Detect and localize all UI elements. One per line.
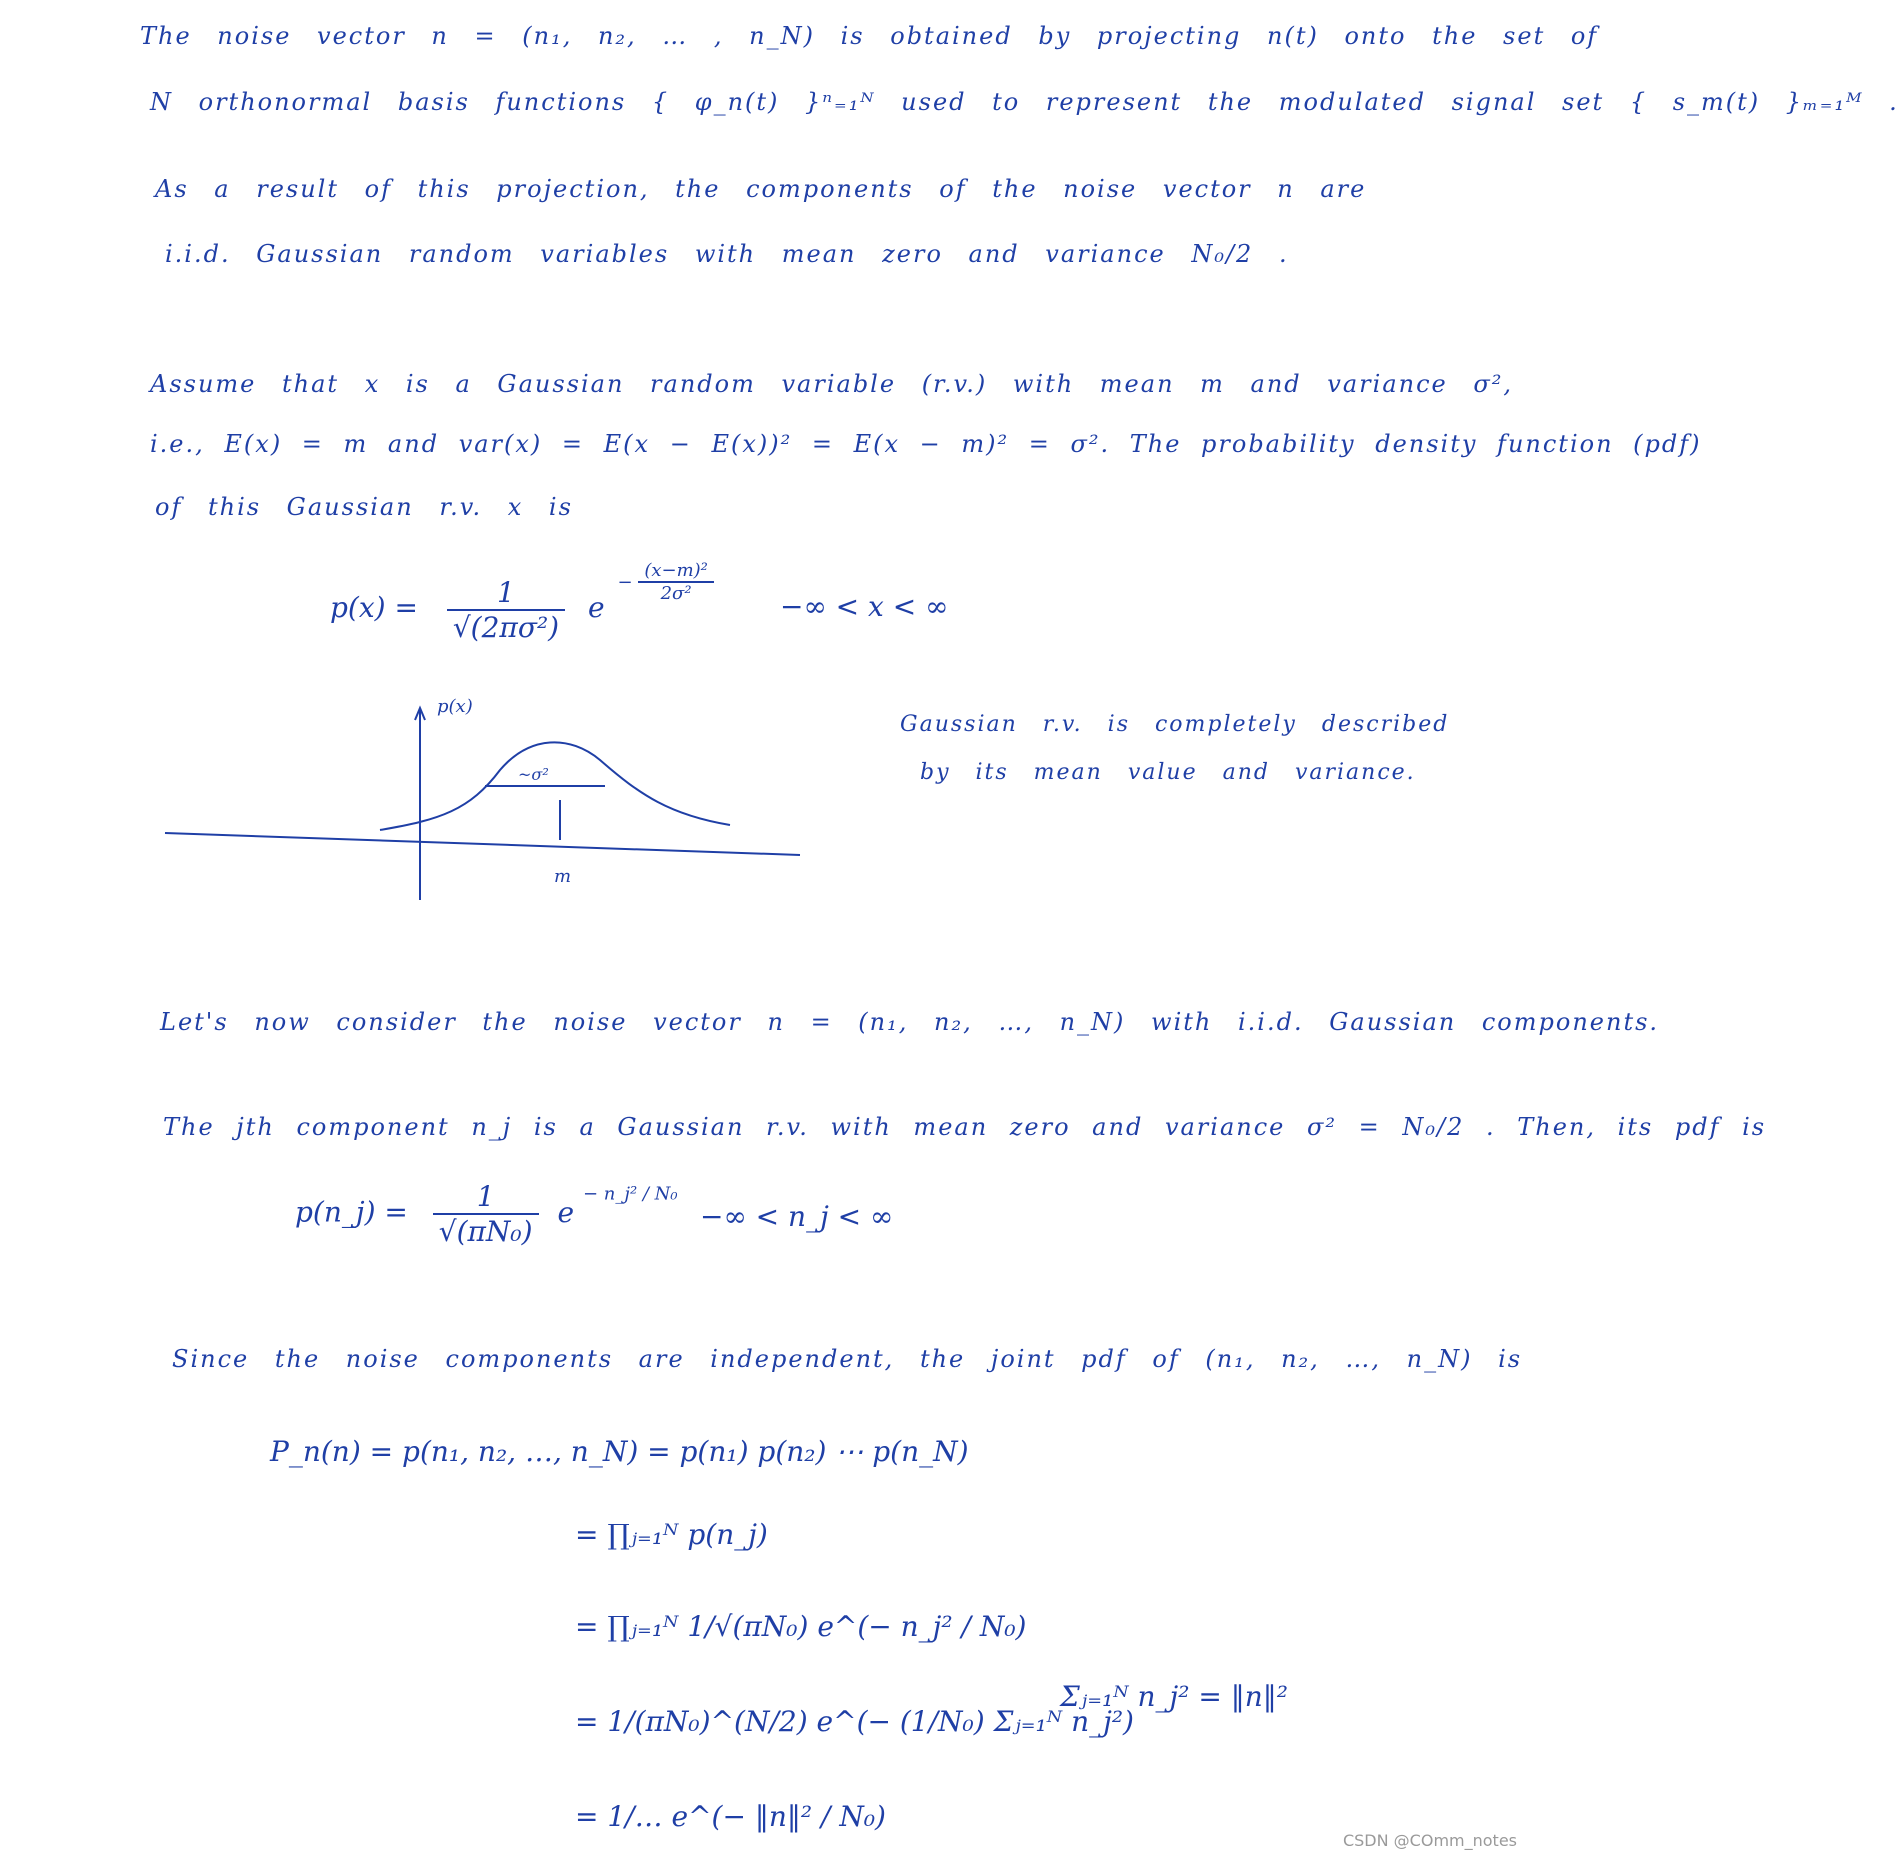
plot-mean-label: m (554, 866, 572, 887)
gauss-pdf-lhs: p(x) = (330, 591, 418, 624)
nj-pdf-exp: − n_j² / N₀ (582, 1183, 678, 1205)
nj-pdf-range: −∞ < n_j < ∞ (700, 1200, 894, 1233)
side-note-line1: Gaussian r.v. is completely described (900, 712, 1450, 737)
nj-pdf-den: √(πN₀) (438, 1215, 533, 1248)
gauss-pdf-exp-den: 2σ² (660, 583, 692, 604)
joint-row1: P_n(n) = p(n₁, n₂, …, n_N) = p(n₁) p(n₂) ⋯ p(n_N) (270, 1435, 969, 1468)
para3-line1: Assume that x is a Gaussian random variable (r.v.) with mean m and variance σ², (150, 370, 1513, 398)
joint-row3: = ∏ⱼ₌₁ᴺ 1/√(πN₀) e^(− n_j² / N₀) (575, 1610, 1027, 1643)
watermark: CSDN @COmm_notes (1342, 1831, 1517, 1850)
nj-pdf-lhs: p(n_j) = (295, 1195, 408, 1229)
plot-width-label: ~σ² (518, 765, 549, 784)
nj-pdf-num: 1 (433, 1180, 539, 1215)
joint-row2: = ∏ⱼ₌₁ᴺ p(n_j) (575, 1518, 768, 1551)
para1-line1: The noise vector n = (n₁, n₂, … , n_N) is obtained by projecting n(t) onto the set of (140, 22, 1599, 50)
joint-row5: = 1/… e^(− ‖n‖² / N₀) (575, 1800, 886, 1833)
para1-line2: N orthonormal basis functions { φ_n(t) }ⁿ₌₁ᴺ used to represent the modulated signal set { s_m(t) }ₘ₌₁ᴹ . (150, 88, 1899, 116)
para4-line1: Let's now consider the noise vector n = (n₁, n₂, …, n_N) with i.i.d. Gaussian components. (160, 1008, 1660, 1036)
plot-ylabel: p(x) (437, 696, 473, 717)
gauss-pdf-num: 1 (447, 576, 565, 611)
gauss-pdf-range: −∞ < x < ∞ (780, 590, 949, 623)
para6-line1: Since the noise components are independent, the joint pdf of (n₁, n₂, …, n_N) is (172, 1345, 1523, 1373)
joint-row4: = 1/(πN₀)^(N/2) e^(− (1/N₀) Σⱼ₌₁ᴺ n_j²) (575, 1705, 1134, 1738)
para5-line1: The jth component n_j is a Gaussian r.v. with mean zero and variance σ² = N₀/2 . Then, its pdf is (163, 1113, 1767, 1141)
gauss-pdf-exp-num: (x−m)² (638, 560, 714, 583)
nj-pdf-equation: p(n_j) = $\frac{1}{\text{√(πN₀)}}$ e $^{- n\_j^2 / N_0}$ (295, 1180, 678, 1248)
para3-line3: of this Gaussian r.v. x is (155, 493, 573, 521)
gaussian-sketch (150, 690, 830, 910)
plot-x-axis (165, 833, 800, 855)
para2-line2: i.i.d. Gaussian random variables with mean zero and variance N₀/2 . (165, 240, 1289, 268)
side-note-line2: by its mean value and variance. (920, 760, 1416, 785)
gauss-pdf-den: √(2πσ²) (452, 610, 560, 644)
joint-side-identity: Σⱼ₌₁ᴺ n_j² = ‖n‖² (1060, 1680, 1288, 1713)
gauss-pdf-equation: p(x) = $\frac{1}{\text{√(2πσ²)}}$ e − $\frac{\text{(x−m)²}}{\text{2σ²}}$ (330, 560, 714, 644)
para2-line1: As a result of this projection, the components of the noise vector n are (155, 175, 1367, 203)
para3-line2: i.e., E(x) = m and var(x) = E(x − E(x))² = E(x − m)² = σ². The probability density function (pdf) (150, 430, 1702, 458)
